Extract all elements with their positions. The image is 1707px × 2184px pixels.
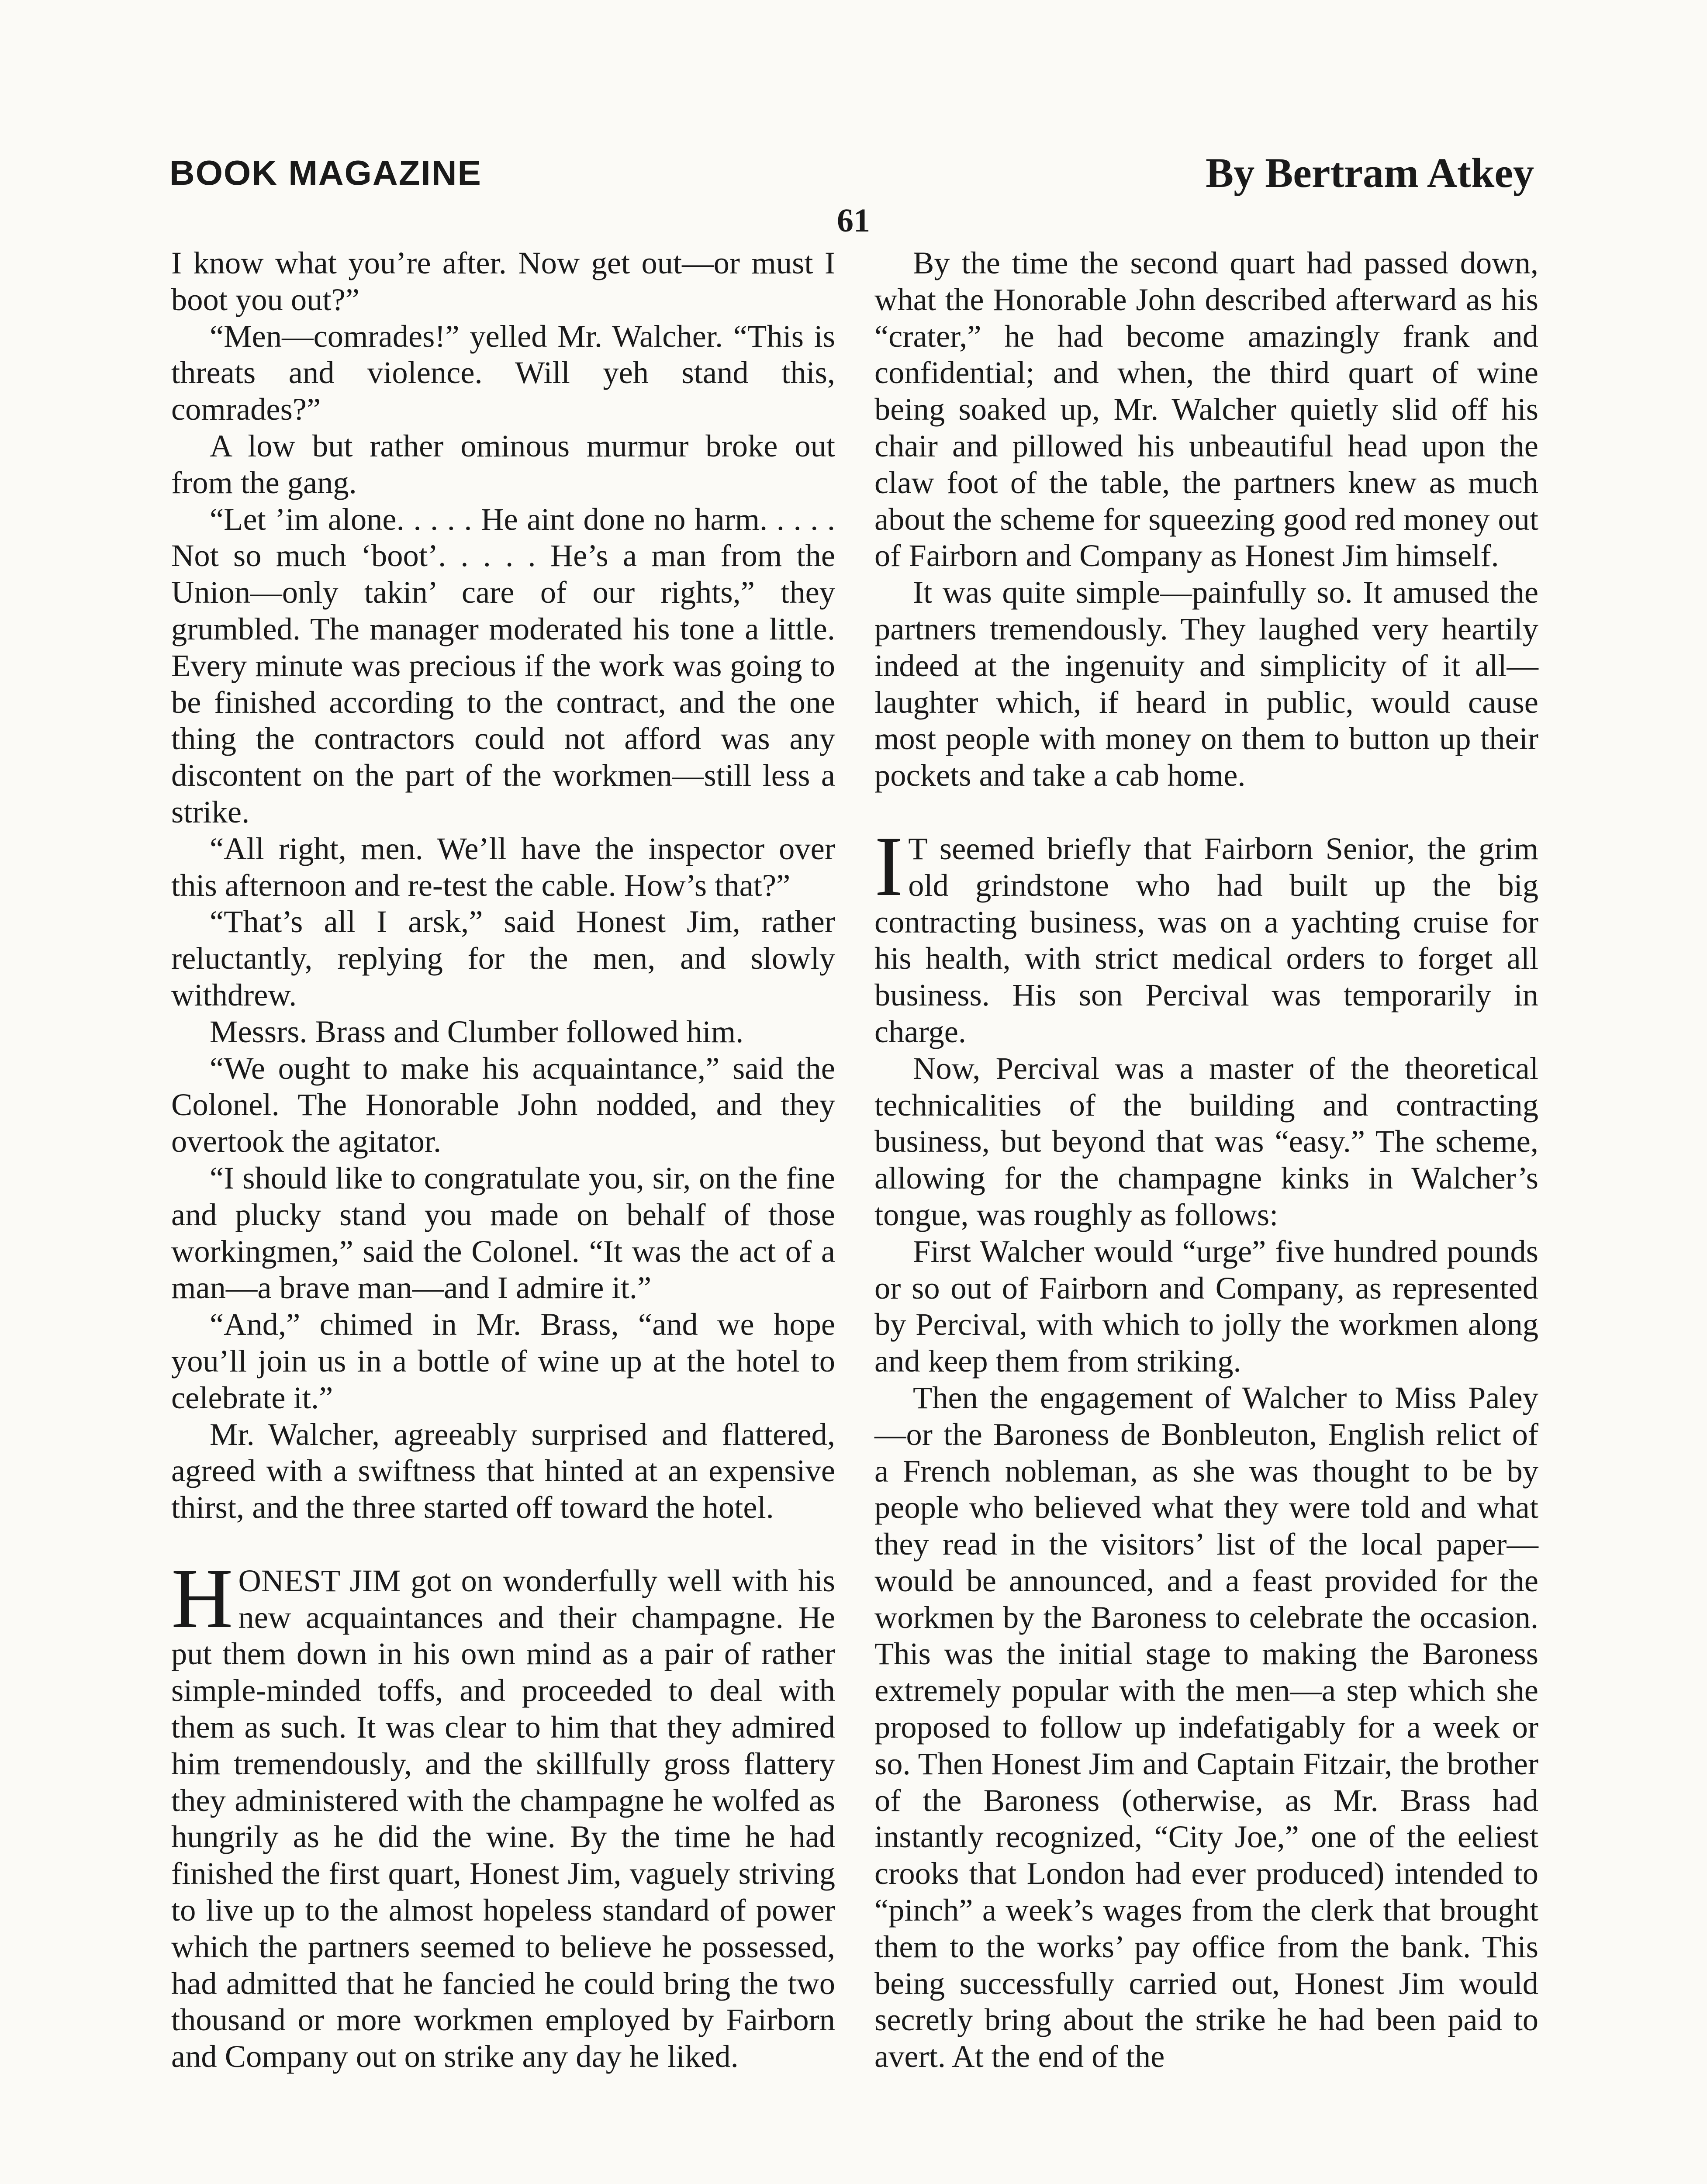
paragraph: I know what you’re after. Now get out—or must I boot you out?”	[171, 245, 835, 317]
right-column	[874, 245, 1538, 2075]
paragraph-text: T seemed briefly that Fairborn Senior, the grim old grindstone who had built up the big contracting business, was on a yachting cruise for his health, with strict medical orders to forget all business. His son Percival was temporarily in charge.	[874, 830, 1538, 1049]
section-paragraph	[171, 1551, 835, 2075]
paragraph: By the time the second quart had passed down, what the Honorable John described afterward as his “crater,” he had become amazingly frank and confidential; and when, the third quart of wine being soaked up, Mr. Walcher quietly slid off his chair and pillowed his unbeautiful head upon the claw foot of the table, the partners knew as much about the scheme for squeezing good red money out of Fairborn and Company as Honest Jim himself.	[874, 245, 1538, 574]
paragraph: Then the engagement of Walcher to Miss Paley—or the Baroness de Bonbleuton, English relict of a French nobleman, as she was thought to be by people who believed what they were told and what they read in the visitors’ list of the local paper—would be announced, and a feast provided for the workmen by the Baroness to celebrate the occasion. This was the initial stage to making the Baroness extremely popular with the men—a step which she proposed to follow up indefatigably for a week or so. Then Honest Jim and Captain Fitzair, the brother of the Baroness (otherwise, as Mr. Brass had instantly recognized, “City Joe,” one of the eeliest crooks that London had ever produced) intended to “pinch” a week’s wages from the clerk that brought them to the works’ pay office from the bank. This being successfully carried out, Honest Jim would secretly bring about the strike he had been paid to avert. At the end of the	[874, 1379, 1538, 2074]
paragraph: “I should like to congratulate you, sir, on the fine and plucky stand you made on behalf of those workingmen,” said the Colonel. “It was the act of a man—a brave man—and I admire it.”	[171, 1160, 835, 1306]
paragraph: “Let ’im alone. . . . . He aint done no harm. . . . . Not so much ‘boot’. . . . . He’s a man from the Union—only takin’ care of our rights,” they grumbled. The manager moderated his tone a little. Every minute was precious if the work was going to be finished according to the contract, and the one thing the contractors could not afford was any discontent on the part of the workmen—still less a strike.	[171, 501, 835, 829]
paragraph: A low but rather ominous murmur broke out from the gang.	[171, 428, 835, 500]
paragraph-text: got on wonderfully well with his new acquaintances and their champagne. He put them down in his own mind as a pair of rather simple-minded toffs, and proceeded to deal with them as such. It was clear to him that they admired him tremendously, and the skillfully gross flattery they administered with the champagne he wolfed as hungrily as he did the wine. By the time he had finished the first quart, Honest Jim, vaguely striving to live up to the almost hopeless standard of power which the partners seemed to believe he possessed, had admitted that he fancied he could bring the two thousand or more workmen employed by Fairborn and Company out on strike any day he liked.	[171, 1562, 835, 2074]
page-number: 61	[837, 202, 870, 239]
drop-cap: H	[171, 1551, 233, 1646]
paragraph: “Men—comrades!” yelled Mr. Walcher. “This is threats and violence. Will yeh stand this, comrades?”	[171, 318, 835, 427]
section-paragraph	[874, 819, 1538, 1050]
paragraph: It was quite simple—painfully so. It amused the partners tremendously. They laughed very heartily indeed at the ingenuity and simplicity of it all—laughter which, if heard in public, would cause most people with money on them to button up their pockets and take a cab home.	[874, 574, 1538, 793]
paragraph: Now, Percival was a master of the theoretical technicalities of the building and contracting business, but beyond that was “easy.” The scheme, allowing for the champagne kinks in Walcher’s tongue, was roughly as follows:	[874, 1050, 1538, 1232]
paragraph: “That’s all I arsk,” said Honest Jim, rather reluctantly, replying for the men, and slowly withdrew.	[171, 904, 835, 1013]
running-header-title: BOOK MAGAZINE	[169, 153, 482, 192]
paragraph: Mr. Walcher, agreeably surprised and flattered, agreed with a swiftness that hinted at an expensive thirst, and the three started off toward the hotel.	[171, 1416, 835, 1525]
paragraph: “All right, men. We’ll have the inspector over this afternoon and re-test the cable. How’s that?”	[171, 830, 835, 903]
paragraph: “And,” chimed in Mr. Brass, “and we hope you’ll join us in a bottle of wine up at the hotel to celebrate it.”	[171, 1306, 835, 1415]
paragraph: Messrs. Brass and Clumber followed him.	[210, 1013, 744, 1049]
left-column	[171, 245, 835, 2075]
running-header-author: By Bertram Atkey	[1206, 149, 1534, 196]
lead-in: ONEST JIM	[238, 1562, 401, 1598]
drop-cap: I	[874, 819, 903, 914]
paragraph: “We ought to make his acquaintance,” said the Colonel. The Honorable John nodded, and they overtook the agitator.	[171, 1050, 835, 1159]
paragraph: First Walcher would “urge” five hundred pounds or so out of Fairborn and Company, as represented by Percival, with which to jolly the workmen along and keep them from striking.	[874, 1233, 1538, 1379]
